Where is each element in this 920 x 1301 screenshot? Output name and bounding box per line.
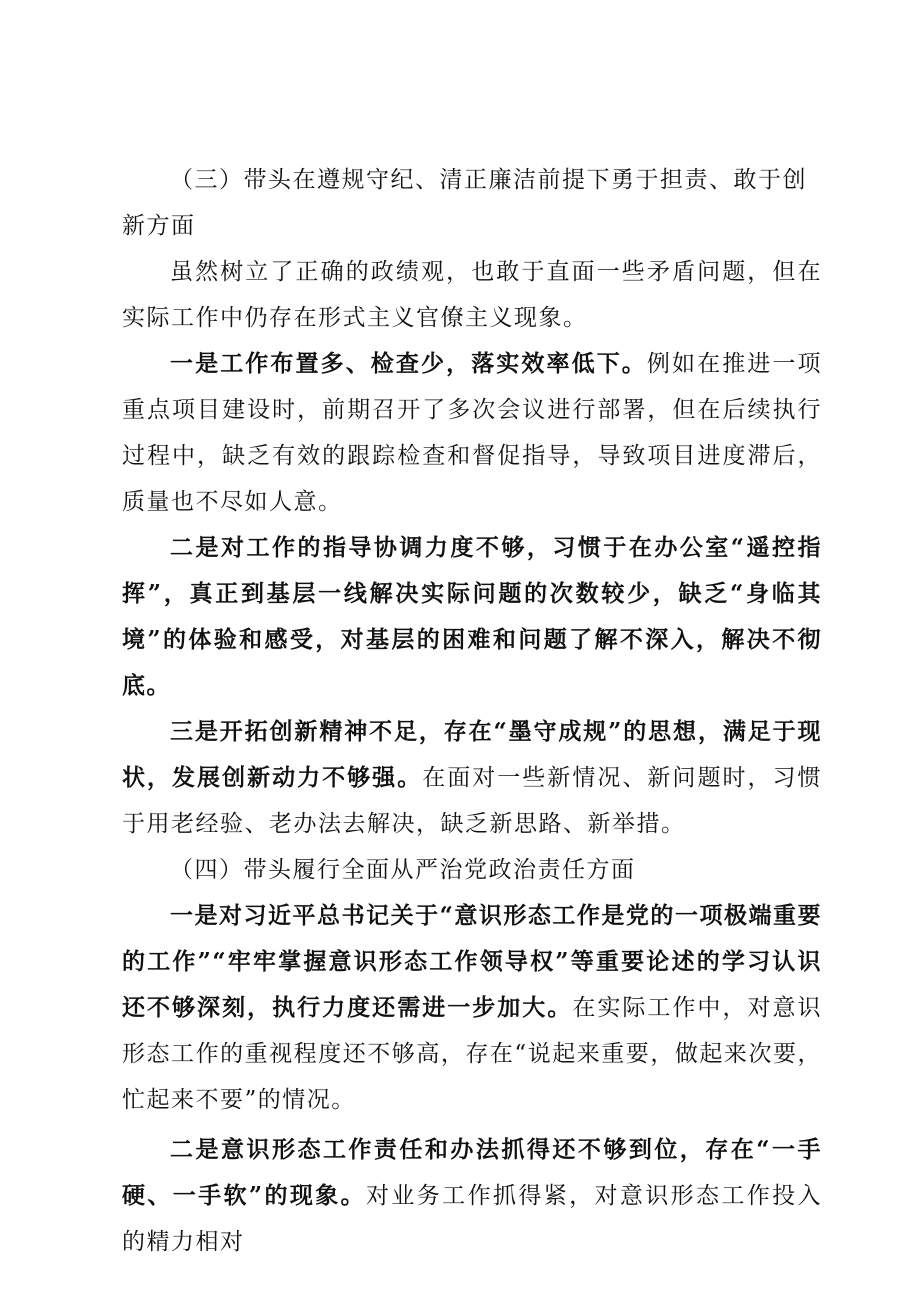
section-3-point-1 (122, 341, 822, 525)
section-3-point-3 (122, 709, 822, 847)
document-body (122, 157, 822, 1265)
point-lead: 二是对工作的指导协调力度不够，习惯于在办公室“遥控指挥”，真正到基层一线解决实际问题的次数较少，缺乏“身临其境”的体验和感受，对基层的困难和问题了解不深入，解决不彻底。 (122, 534, 822, 699)
point-body: 例如在推进一项重点项目建设时，前期召开了多次会议进行部署，但在后续执行过程中，缺乏有效的跟踪检查和督促指导，导致项目进度滞后，质量也不尽如人意。 (122, 351, 823, 515)
section-3-heading: （三）带头在遵规守纪、清正廉洁前提下勇于担责、敢于创新方面 (122, 167, 807, 239)
section-4-point-1 (122, 893, 822, 1123)
point-lead: 一是工作布置多、检查少，落实效率低下。 (170, 350, 647, 377)
section-3-point-2 (122, 525, 822, 709)
point-lead: 三是开拓创新精神不足，存在“墨守成规”的思想，满足于现状，发展创新动力不够强。 (122, 718, 822, 791)
section-4-point-2 (122, 1127, 822, 1265)
point-lead: 二是意识形态工作责任和办法抓得还不够到位，存在“一手硬、一手软”的现象。 (122, 1136, 822, 1209)
point-body: 对业务工作抓得紧，对意识形态工作投入的精力相对 (122, 1183, 823, 1255)
point-body: 在实际工作中，对意识形态工作的重视程度还不够高，存在“说起来重要，做起来次要，忙起来不要”的情况。 (122, 995, 823, 1113)
point-lead: 一是对习近平总书记关于“意识形态工作是党的一项极端重要的工作”“牢牢掌握意识形态工作领导权”等重要论述的学习认识还不够深刻，执行力度还需进一步加大。 (122, 902, 822, 1021)
section-4-heading: （四）带头履行全面从严治党政治责任方面 (170, 857, 636, 883)
section-3-intro: 虽然树立了正确的政绩观，也敢于直面一些矛盾问题，但在实际工作中仍存在形式主义官僚主义现象。 (122, 259, 822, 331)
point-body: 在面对一些新情况、新问题时，习惯于用老经验、老办法去解决，缺乏新思路、新举措。 (122, 765, 823, 837)
